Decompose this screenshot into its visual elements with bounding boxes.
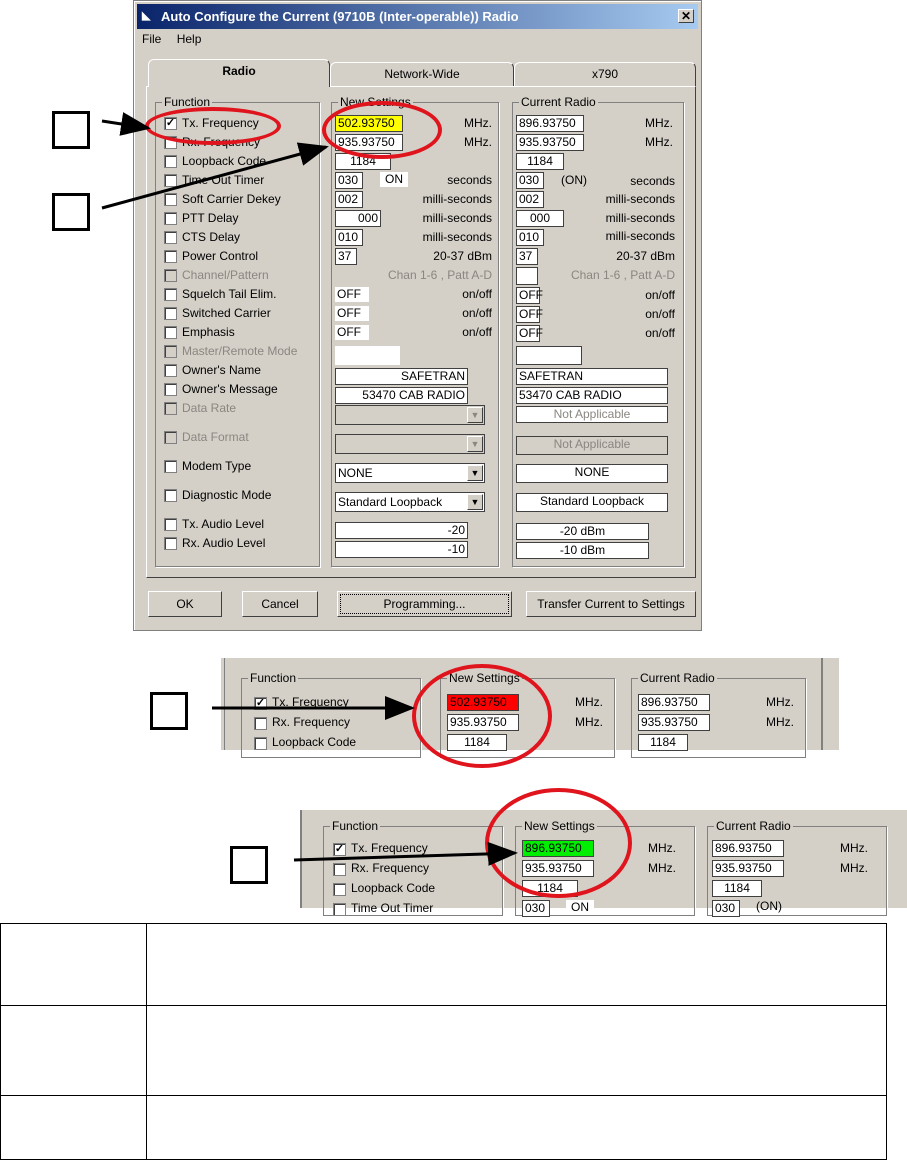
chevron-down-icon[interactable]: ▼	[467, 465, 483, 481]
cur-timeout-on: (ON)	[756, 899, 782, 913]
cur-cts-unit: milli-seconds	[605, 229, 675, 243]
cur-timeout-on: (ON)	[561, 173, 587, 187]
function-label: Owner's Message	[182, 382, 278, 396]
function-label: Owner's Name	[182, 363, 261, 377]
new-cts-delay-input[interactable]: 010	[335, 229, 363, 246]
cur-master-remote-field	[516, 346, 582, 365]
function-checkbox	[164, 345, 177, 358]
function-label: Modem Type	[182, 459, 252, 473]
new-soft-dekey-unit: milli-seconds	[422, 192, 492, 206]
function-label: Tx. Frequency	[272, 695, 349, 709]
callout-arrows	[0, 0, 907, 300]
new-emphasis-value[interactable]: OFF	[335, 325, 369, 340]
arrow-icon	[102, 147, 326, 208]
new-rx-frequency-input[interactable]: 935.93750	[522, 860, 594, 877]
cur-cts-delay: 010	[516, 229, 544, 246]
new-settings-label: New Settings	[340, 95, 411, 109]
new-rx-frequency-input[interactable]: 935.93750	[447, 714, 519, 731]
new-soft-dekey-input[interactable]: 002	[335, 191, 363, 208]
mhz-unit: MHz.	[840, 841, 868, 855]
new-settings-label: New Settings	[449, 671, 520, 685]
function-label: Time Out Timer	[182, 173, 265, 187]
new-squelch-unit: on/off	[462, 287, 492, 301]
cur-power: 37	[516, 248, 538, 265]
cur-tx-frequency: 896.93750	[638, 694, 710, 711]
mhz-unit: MHz.	[766, 715, 794, 729]
function-label: Tx. Frequency	[351, 841, 428, 855]
function-group-label: Function	[164, 95, 211, 109]
function-label: Time Out Timer	[351, 901, 434, 915]
cur-ptt-delay: 000	[516, 210, 564, 227]
function-label: Soft Carrier Dekey	[182, 192, 281, 206]
new-tx-frequency-input[interactable]: 502.93750	[335, 115, 403, 132]
chevron-down-icon: ▼	[467, 436, 483, 452]
new-tx-frequency-input[interactable]: 896.93750	[522, 840, 594, 857]
mhz-unit: MHz.	[648, 861, 676, 875]
new-timeout-on[interactable]: ON	[566, 900, 594, 915]
cur-tx-frequency: 896.93750	[712, 840, 784, 857]
function-group-label: Function	[250, 671, 297, 685]
function-label: Master/Remote Mode	[182, 344, 298, 358]
callout-arrows	[0, 650, 907, 770]
new-loopback-input[interactable]: 1184	[447, 734, 507, 751]
arrow-icon	[294, 853, 515, 860]
function-label: Tx. Audio Level	[182, 517, 265, 531]
cancel-button[interactable]: Cancel	[242, 591, 318, 617]
new-diagnostic-mode-select[interactable]	[335, 492, 485, 512]
cur-emphasis: OFF	[516, 325, 540, 342]
new-emphasis-unit: on/off	[462, 325, 492, 339]
cur-diagnostic-mode: Standard Loopback	[516, 493, 668, 512]
new-master-remote-field[interactable]	[335, 346, 400, 365]
function-label: CTS Delay	[182, 230, 241, 244]
mhz-unit: MHz.	[575, 715, 603, 729]
function-label: Rx. Frequency	[272, 715, 351, 729]
cur-switched-unit: on/off	[645, 307, 675, 321]
function-checkbox[interactable]	[164, 537, 177, 550]
new-rx-frequency-input[interactable]: 935.93750	[335, 134, 403, 151]
cur-squelch-unit: on/off	[645, 288, 675, 302]
cur-rx-frequency: 935.93750	[638, 714, 710, 731]
cur-soft-dekey-unit: milli-seconds	[605, 192, 675, 206]
close-button[interactable]: ✕	[678, 9, 694, 23]
cur-owner-message: 53470 CAB RADIO	[516, 387, 668, 404]
cur-emphasis-unit: on/off	[645, 326, 675, 340]
new-loopback-input[interactable]: 1184	[522, 880, 578, 897]
cur-channel-unit: Chan 1-6 , Patt A-D	[570, 268, 675, 282]
new-owner-name-input[interactable]: SAFETRAN	[335, 368, 468, 385]
function-checkbox[interactable]	[164, 364, 177, 377]
cur-tx-audio: -20 dBm	[516, 523, 649, 540]
function-group-label: Function	[332, 819, 379, 833]
cur-ptt-unit: milli-seconds	[605, 211, 675, 225]
function-checkbox[interactable]	[164, 326, 177, 339]
new-cts-unit: milli-seconds	[422, 230, 492, 244]
mhz-unit: MHz.	[840, 861, 868, 875]
cur-power-unit: 20-37 dBm	[616, 249, 675, 263]
chevron-down-icon: ▼	[467, 407, 483, 423]
cur-data-rate: Not Applicable	[516, 406, 668, 423]
table-cell	[1, 924, 147, 1006]
new-loopback-input[interactable]: 1184	[335, 153, 391, 170]
new-owner-message-input[interactable]: 53470 CAB RADIO	[335, 387, 468, 404]
mhz-unit: MHz.	[575, 695, 603, 709]
function-label: Rx. Audio Level	[182, 536, 266, 550]
function-label: Rx. Frequency	[351, 861, 430, 875]
function-label: Tx. Frequency	[182, 116, 259, 130]
current-radio-label: Current Radio	[716, 819, 791, 833]
new-ptt-unit: milli-seconds	[422, 211, 492, 225]
new-tx-unit: MHz.	[464, 116, 492, 130]
function-checkbox[interactable]	[164, 383, 177, 396]
new-modem-value: NONE	[338, 466, 373, 480]
new-timeout-unit: seconds	[447, 173, 492, 187]
function-label: Power Control	[182, 249, 259, 263]
new-data-rate-select	[335, 405, 485, 425]
new-squelch-value[interactable]: OFF	[335, 287, 369, 302]
menu-help[interactable]: Help	[176, 32, 202, 46]
mhz-unit: MHz.	[648, 841, 676, 855]
cur-timeout-unit: seconds	[630, 174, 675, 188]
new-timeout-input[interactable]: 030	[335, 172, 363, 189]
function-label: Switched Carrier	[182, 306, 271, 320]
tab-radio[interactable]: Radio	[148, 59, 330, 87]
programming-button[interactable]: Programming...	[337, 591, 512, 617]
new-rx-audio-input[interactable]: -10	[335, 541, 468, 558]
transfer-current-button[interactable]: Transfer Current to Settings	[526, 591, 696, 617]
new-channel-unit: Chan 1-6 , Patt A-D	[387, 268, 492, 282]
new-power-input[interactable]: 37	[335, 248, 357, 265]
new-ptt-delay-input[interactable]: 000	[335, 210, 381, 227]
cur-rx-unit: MHz.	[645, 135, 673, 149]
function-checkbox[interactable]	[164, 307, 177, 320]
time-out-timer-checkbox[interactable]	[333, 903, 346, 916]
cur-rx-frequency: 935.93750	[516, 134, 584, 151]
chevron-down-icon[interactable]: ▼	[467, 494, 483, 510]
function-label: Loopback Code	[182, 154, 267, 168]
cur-squelch: OFF	[516, 287, 540, 304]
cur-tx-frequency: 896.93750	[516, 115, 584, 132]
function-checkbox[interactable]	[164, 460, 177, 473]
function-checkbox	[164, 431, 177, 444]
mhz-unit: MHz.	[766, 695, 794, 709]
table-cell	[146, 1096, 886, 1160]
table-cell	[1, 1006, 147, 1096]
new-switched-value[interactable]: OFF	[335, 306, 369, 321]
arrow-icon	[102, 121, 148, 128]
tab-network-wide[interactable]: Network-Wide	[330, 62, 514, 86]
cur-owner-name: SAFETRAN	[516, 368, 668, 385]
function-label: Squelch Tail Elim.	[182, 287, 277, 301]
legend-table	[0, 923, 887, 1160]
cur-switched: OFF	[516, 306, 540, 323]
cur-loopback: 1184	[638, 734, 688, 751]
current-radio-label: Current Radio	[521, 95, 596, 109]
menu-file[interactable]: File	[142, 32, 162, 46]
new-modem-type-select[interactable]	[335, 463, 485, 483]
cur-rx-frequency: 935.93750	[712, 860, 784, 877]
function-label: Rx. Frequency	[182, 135, 261, 149]
table-cell	[146, 1006, 886, 1096]
new-rx-unit: MHz.	[464, 135, 492, 149]
cur-timeout: 030	[516, 172, 544, 189]
table-cell	[146, 924, 886, 1006]
tx-frequency-checkbox[interactable]: ✓	[334, 843, 345, 855]
function-label: Loopback Code	[351, 881, 436, 895]
cur-loopback: 1184	[516, 153, 564, 170]
tab-x790[interactable]: x790	[514, 62, 696, 86]
new-tx-audio-input[interactable]: -20	[335, 522, 468, 539]
new-diag-value: Standard Loopback	[338, 495, 443, 509]
new-data-format-select	[335, 434, 485, 454]
window-title: Auto Configure the Current (9710B (Inter-operable)) Radio	[161, 9, 519, 24]
function-checkbox	[164, 402, 177, 415]
function-label: PTT Delay	[182, 211, 239, 225]
function-checkbox[interactable]	[164, 518, 177, 531]
cur-timeout: 030	[712, 900, 740, 917]
new-timeout-input[interactable]: 030	[522, 900, 550, 917]
function-checkbox[interactable]	[164, 489, 177, 502]
function-label: Data Rate	[182, 401, 237, 415]
new-power-unit: 20-37 dBm	[433, 249, 492, 263]
function-label: Emphasis	[182, 325, 235, 339]
callout-arrows	[0, 820, 907, 900]
cur-soft-dekey: 002	[516, 191, 544, 208]
cur-tx-unit: MHz.	[645, 116, 673, 130]
current-radio-label: Current Radio	[640, 671, 715, 685]
function-checkbox[interactable]: ✓	[165, 117, 176, 129]
cur-data-format: Not Applicable	[516, 436, 668, 455]
new-settings-label: New Settings	[524, 819, 595, 833]
new-tx-frequency-input[interactable]: 502.93750	[447, 694, 519, 711]
function-label: Data Format	[182, 430, 249, 444]
new-switched-unit: on/off	[462, 306, 492, 320]
tx-frequency-checkbox[interactable]: ✓	[255, 697, 266, 709]
app-icon: ◣	[142, 10, 151, 22]
function-label: Loopback Code	[272, 735, 357, 749]
table-cell	[1, 1096, 147, 1160]
function-label: Diagnostic Mode	[182, 488, 272, 502]
cur-modem-type: NONE	[516, 464, 668, 483]
cur-loopback: 1184	[712, 880, 762, 897]
function-label: Channel/Pattern	[182, 268, 269, 282]
cur-rx-audio: -10 dBm	[516, 542, 649, 559]
ok-button[interactable]: OK	[148, 591, 222, 617]
new-timeout-on[interactable]: ON	[380, 172, 408, 187]
